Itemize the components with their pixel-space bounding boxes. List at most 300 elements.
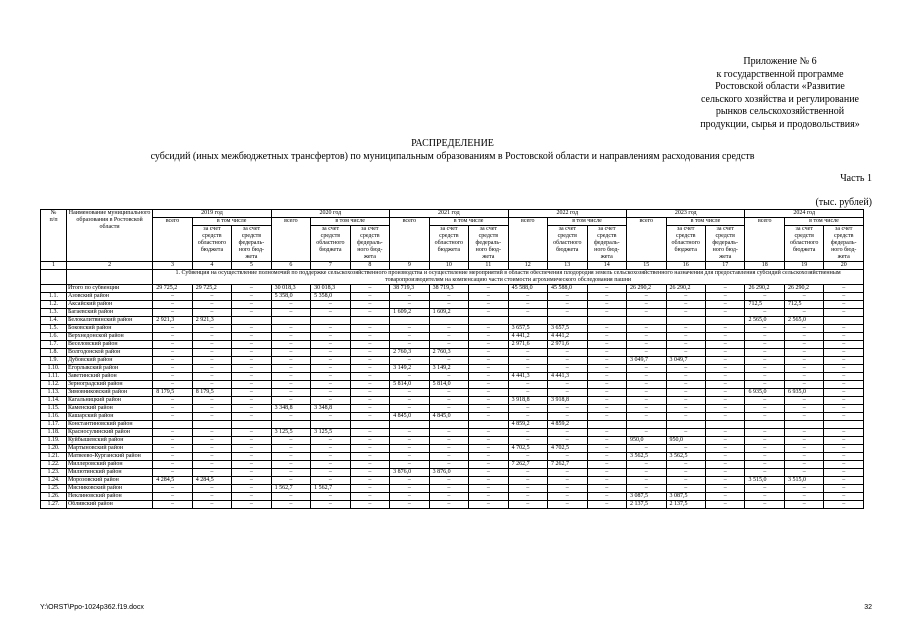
row-value: – bbox=[508, 365, 547, 373]
row-value: 8 179,5 bbox=[192, 389, 231, 397]
row-value: – bbox=[627, 469, 666, 477]
row-value: 29 725,2 bbox=[192, 285, 231, 293]
row-value: – bbox=[232, 397, 271, 405]
row-value: – bbox=[666, 365, 705, 373]
row-municipality: Азовский район bbox=[66, 293, 152, 301]
table-row bbox=[41, 293, 864, 301]
row-value: – bbox=[192, 365, 231, 373]
row-value bbox=[311, 317, 350, 325]
row-value: – bbox=[390, 357, 429, 365]
row-value: – bbox=[705, 309, 744, 317]
row-value: – bbox=[192, 461, 231, 469]
row-value: – bbox=[587, 437, 626, 445]
row-value: – bbox=[548, 493, 587, 501]
row-value: – bbox=[469, 301, 508, 309]
row-value: – bbox=[824, 389, 864, 397]
row-value: – bbox=[508, 493, 547, 501]
row-value: – bbox=[153, 301, 192, 309]
row-number: 1.14. bbox=[41, 397, 67, 405]
row-value: – bbox=[784, 413, 823, 421]
row-value: 3 049,7 bbox=[627, 357, 666, 365]
column-number: 13 bbox=[548, 262, 587, 270]
row-value: – bbox=[271, 381, 310, 389]
row-value: – bbox=[824, 437, 864, 445]
row-value: – bbox=[350, 293, 389, 301]
row-value: – bbox=[153, 365, 192, 373]
row-value: – bbox=[824, 373, 864, 381]
header-total: всего bbox=[271, 218, 310, 262]
row-value: – bbox=[508, 381, 547, 389]
row-number: 1.13. bbox=[41, 389, 67, 397]
header-num-label: п/п bbox=[49, 217, 58, 223]
row-value bbox=[469, 317, 508, 325]
row-value: – bbox=[311, 301, 350, 309]
table-row bbox=[41, 389, 864, 397]
row-value: 1 562,7 bbox=[271, 485, 310, 493]
row-value: – bbox=[587, 453, 626, 461]
row-value: – bbox=[232, 357, 271, 365]
row-value: – bbox=[271, 469, 310, 477]
row-value: – bbox=[587, 373, 626, 381]
row-value: – bbox=[745, 349, 784, 357]
column-number: 11 bbox=[469, 262, 508, 270]
row-value: 4 284,5 bbox=[153, 477, 192, 485]
row-value: – bbox=[153, 293, 192, 301]
row-value: – bbox=[705, 397, 744, 405]
row-value: – bbox=[824, 285, 864, 293]
row-number: 1.9. bbox=[41, 357, 67, 365]
row-value: – bbox=[232, 309, 271, 317]
row-value: – bbox=[469, 485, 508, 493]
row-value: – bbox=[824, 381, 864, 389]
row-value: – bbox=[350, 325, 389, 333]
row-value: – bbox=[390, 453, 429, 461]
row-value: – bbox=[705, 485, 744, 493]
row-value: – bbox=[153, 437, 192, 445]
row-value: – bbox=[784, 357, 823, 365]
appendix-line: рынков сельскохозяйственной bbox=[715, 106, 845, 117]
row-value: 1 562,7 bbox=[311, 485, 350, 493]
row-value: – bbox=[271, 373, 310, 381]
column-number: 10 bbox=[429, 262, 468, 270]
row-value: – bbox=[232, 445, 271, 453]
column-number: 8 bbox=[350, 262, 389, 270]
row-value bbox=[232, 421, 271, 429]
row-value: – bbox=[705, 437, 744, 445]
table-row bbox=[41, 421, 864, 429]
row-value: – bbox=[824, 501, 864, 509]
row-value: – bbox=[784, 461, 823, 469]
row-value: – bbox=[153, 357, 192, 365]
row-value: 5 358,0 bbox=[311, 293, 350, 301]
row-value: – bbox=[587, 405, 626, 413]
document-title bbox=[0, 137, 905, 163]
row-value bbox=[587, 317, 626, 325]
row-value: – bbox=[311, 349, 350, 357]
row-value: – bbox=[627, 381, 666, 389]
row-number: 1.25. bbox=[41, 485, 67, 493]
row-value: – bbox=[666, 373, 705, 381]
row-value: – bbox=[784, 333, 823, 341]
row-value: – bbox=[784, 397, 823, 405]
row-value: – bbox=[469, 493, 508, 501]
row-value: – bbox=[705, 349, 744, 357]
row-value: – bbox=[705, 373, 744, 381]
row-value: – bbox=[350, 429, 389, 437]
header-total: всего bbox=[390, 218, 429, 262]
row-value: – bbox=[587, 469, 626, 477]
row-value: – bbox=[824, 365, 864, 373]
row-value: – bbox=[232, 301, 271, 309]
table-row bbox=[41, 461, 864, 469]
row-value: – bbox=[350, 341, 389, 349]
row-value: – bbox=[508, 437, 547, 445]
table-row bbox=[41, 445, 864, 453]
row-value: – bbox=[705, 461, 744, 469]
row-value bbox=[705, 317, 744, 325]
row-value: – bbox=[705, 301, 744, 309]
table-row bbox=[41, 373, 864, 381]
row-value: – bbox=[548, 293, 587, 301]
row-number: 1.23. bbox=[41, 469, 67, 477]
row-value: – bbox=[469, 365, 508, 373]
row-value: – bbox=[271, 389, 310, 397]
row-value: – bbox=[666, 461, 705, 469]
row-value: – bbox=[192, 493, 231, 501]
row-value: – bbox=[745, 341, 784, 349]
row-value: – bbox=[548, 453, 587, 461]
appendix-line: продукции, сырья и продовольствия» bbox=[700, 118, 860, 130]
column-number-row bbox=[41, 262, 864, 270]
row-value bbox=[469, 421, 508, 429]
row-value: – bbox=[627, 365, 666, 373]
row-municipality: Милютинский район bbox=[66, 469, 152, 477]
row-value: – bbox=[390, 293, 429, 301]
row-value: – bbox=[311, 469, 350, 477]
row-value: – bbox=[824, 477, 864, 485]
table-row bbox=[41, 341, 864, 349]
row-value: – bbox=[153, 381, 192, 389]
header-regional: за счет средств областного бюджета bbox=[784, 226, 823, 262]
table-row bbox=[41, 301, 864, 309]
row-value: 4 284,5 bbox=[192, 477, 231, 485]
row-value: – bbox=[232, 349, 271, 357]
row-value bbox=[824, 421, 864, 429]
row-value: – bbox=[429, 373, 468, 381]
row-value: – bbox=[627, 405, 666, 413]
table-row bbox=[41, 317, 864, 325]
row-value: – bbox=[705, 405, 744, 413]
row-value: – bbox=[311, 325, 350, 333]
row-value: – bbox=[311, 445, 350, 453]
row-value: – bbox=[627, 429, 666, 437]
row-value: – bbox=[666, 485, 705, 493]
row-value: – bbox=[469, 469, 508, 477]
row-value: – bbox=[627, 301, 666, 309]
row-value: – bbox=[153, 445, 192, 453]
row-value: – bbox=[587, 397, 626, 405]
row-value: – bbox=[627, 293, 666, 301]
row-value bbox=[192, 421, 231, 429]
row-value: – bbox=[627, 397, 666, 405]
row-value: – bbox=[232, 413, 271, 421]
row-municipality: Багаевский район bbox=[66, 309, 152, 317]
row-value: – bbox=[548, 301, 587, 309]
column-number: 14 bbox=[587, 262, 626, 270]
column-number: 3 bbox=[153, 262, 192, 270]
row-value: – bbox=[705, 413, 744, 421]
row-value: – bbox=[350, 469, 389, 477]
table-row bbox=[41, 285, 864, 293]
row-value: 7 262,7 bbox=[508, 461, 547, 469]
header-total: всего bbox=[153, 218, 192, 262]
row-municipality: Волгодонской район bbox=[66, 349, 152, 357]
row-value: – bbox=[784, 349, 823, 357]
row-municipality: Верхнедонской район bbox=[66, 333, 152, 341]
row-value bbox=[271, 421, 310, 429]
section-name-cell bbox=[66, 270, 152, 285]
row-value: – bbox=[232, 341, 271, 349]
row-value: – bbox=[745, 453, 784, 461]
file-path: Y:\ORST\Ppo-1024p362.f19.docx bbox=[40, 604, 144, 611]
row-value: – bbox=[232, 485, 271, 493]
header-federal: за счет средств федераль-ного бюд-жета bbox=[469, 226, 508, 262]
row-value: – bbox=[153, 413, 192, 421]
header-year: 2024 год bbox=[745, 210, 864, 218]
row-municipality: Аксайский район bbox=[66, 301, 152, 309]
row-value: 4 441,2 bbox=[508, 333, 547, 341]
row-value: 26 290,2 bbox=[745, 285, 784, 293]
row-number: 1.10. bbox=[41, 365, 67, 373]
row-municipality: Морозовский район bbox=[66, 477, 152, 485]
row-value bbox=[271, 317, 310, 325]
row-value: – bbox=[350, 437, 389, 445]
row-value: – bbox=[705, 333, 744, 341]
row-value: – bbox=[705, 429, 744, 437]
row-municipality: Заветинский район bbox=[66, 373, 152, 381]
row-municipality: Белокалитвинский район bbox=[66, 317, 152, 325]
row-value: – bbox=[784, 429, 823, 437]
appendix-line: Ростовской области «Развитие bbox=[715, 81, 845, 92]
header-year: 2022 год bbox=[508, 210, 626, 218]
header-year: 2020 год bbox=[271, 210, 389, 218]
row-value: – bbox=[705, 389, 744, 397]
row-value: – bbox=[192, 429, 231, 437]
row-value: – bbox=[784, 453, 823, 461]
appendix-block bbox=[660, 56, 900, 131]
row-value: – bbox=[587, 285, 626, 293]
row-value bbox=[627, 421, 666, 429]
table-row bbox=[41, 469, 864, 477]
row-value: – bbox=[508, 389, 547, 397]
row-value: – bbox=[232, 285, 271, 293]
row-value: 5 814,0 bbox=[390, 381, 429, 389]
row-value: – bbox=[784, 445, 823, 453]
row-value: – bbox=[390, 373, 429, 381]
row-value: 3 876,0 bbox=[390, 469, 429, 477]
row-value: – bbox=[587, 349, 626, 357]
header-incl: в том числе bbox=[666, 218, 745, 226]
row-value: – bbox=[705, 445, 744, 453]
table-row bbox=[41, 437, 864, 445]
row-value: – bbox=[350, 381, 389, 389]
row-value: 3 657,5 bbox=[508, 325, 547, 333]
row-value: 950,0 bbox=[666, 437, 705, 445]
row-value: – bbox=[469, 349, 508, 357]
row-value: 4 859,2 bbox=[508, 421, 547, 429]
row-value: – bbox=[627, 373, 666, 381]
row-value: – bbox=[429, 293, 468, 301]
row-value: 2 921,3 bbox=[192, 317, 231, 325]
row-value: – bbox=[508, 429, 547, 437]
row-value: – bbox=[390, 341, 429, 349]
row-value: – bbox=[587, 365, 626, 373]
row-value: – bbox=[350, 357, 389, 365]
row-value: – bbox=[824, 493, 864, 501]
row-value: – bbox=[271, 413, 310, 421]
row-value: – bbox=[705, 501, 744, 509]
row-value: – bbox=[271, 357, 310, 365]
row-value bbox=[429, 421, 468, 429]
row-value: – bbox=[192, 437, 231, 445]
header-total: всего bbox=[627, 218, 666, 262]
table-row bbox=[41, 453, 864, 461]
row-value: – bbox=[705, 493, 744, 501]
row-value: – bbox=[271, 453, 310, 461]
row-value: – bbox=[192, 397, 231, 405]
row-value: – bbox=[429, 325, 468, 333]
row-value: – bbox=[784, 485, 823, 493]
row-value: – bbox=[429, 301, 468, 309]
row-value: – bbox=[153, 501, 192, 509]
row-value: 2 137,5 bbox=[627, 501, 666, 509]
row-number: 1.20. bbox=[41, 445, 67, 453]
table-row bbox=[41, 493, 864, 501]
row-value: – bbox=[232, 373, 271, 381]
row-value: – bbox=[350, 309, 389, 317]
row-value: – bbox=[784, 365, 823, 373]
row-value: – bbox=[784, 309, 823, 317]
row-value: – bbox=[390, 325, 429, 333]
column-number: 6 bbox=[271, 262, 310, 270]
row-value: – bbox=[192, 309, 231, 317]
row-value: – bbox=[548, 501, 587, 509]
row-value: – bbox=[824, 461, 864, 469]
row-value: – bbox=[548, 477, 587, 485]
row-value: – bbox=[311, 461, 350, 469]
row-value: – bbox=[587, 341, 626, 349]
row-value: – bbox=[469, 437, 508, 445]
row-value: 4 859,2 bbox=[548, 421, 587, 429]
row-value: – bbox=[429, 501, 468, 509]
row-value: – bbox=[271, 477, 310, 485]
row-value: – bbox=[232, 477, 271, 485]
table-row bbox=[41, 501, 864, 509]
row-value: – bbox=[469, 381, 508, 389]
row-value: – bbox=[587, 325, 626, 333]
units-label: (тыс. рублей) bbox=[815, 197, 872, 208]
row-value: – bbox=[192, 485, 231, 493]
row-value: – bbox=[192, 301, 231, 309]
row-value: – bbox=[469, 397, 508, 405]
row-value: – bbox=[705, 325, 744, 333]
row-value: 4 845,0 bbox=[429, 413, 468, 421]
row-value: – bbox=[824, 293, 864, 301]
row-value bbox=[627, 317, 666, 325]
row-value: – bbox=[311, 357, 350, 365]
row-number: 1.18. bbox=[41, 429, 67, 437]
row-value: – bbox=[666, 477, 705, 485]
row-number: 1.24. bbox=[41, 477, 67, 485]
appendix-line: сельского хозяйства и регулирование bbox=[700, 93, 859, 105]
row-value: – bbox=[824, 309, 864, 317]
row-value: – bbox=[587, 293, 626, 301]
row-value: 4 441,3 bbox=[508, 373, 547, 381]
row-value: – bbox=[469, 413, 508, 421]
row-value: 45 588,0 bbox=[508, 285, 547, 293]
table-row bbox=[41, 357, 864, 365]
row-value: 1 609,2 bbox=[390, 309, 429, 317]
row-value: – bbox=[508, 357, 547, 365]
row-value: – bbox=[745, 325, 784, 333]
row-value: – bbox=[429, 333, 468, 341]
row-value: – bbox=[824, 429, 864, 437]
row-municipality: Обливский район bbox=[66, 501, 152, 509]
table-row bbox=[41, 333, 864, 341]
row-number: 1.3. bbox=[41, 309, 67, 317]
table-row bbox=[41, 325, 864, 333]
row-value: – bbox=[666, 325, 705, 333]
row-value: – bbox=[587, 413, 626, 421]
row-municipality: Куйбышевский район bbox=[66, 437, 152, 445]
row-value: – bbox=[745, 445, 784, 453]
row-value: – bbox=[745, 413, 784, 421]
row-value: – bbox=[666, 413, 705, 421]
row-number: 1.15. bbox=[41, 405, 67, 413]
row-value: 3 876,0 bbox=[429, 469, 468, 477]
row-value: – bbox=[192, 453, 231, 461]
header-federal: за счет средств федераль-ного бюд-жета bbox=[824, 226, 864, 262]
column-number: 4 bbox=[192, 262, 231, 270]
header-regional: за счет средств областного бюджета bbox=[311, 226, 350, 262]
table-row bbox=[41, 405, 864, 413]
row-value: – bbox=[548, 405, 587, 413]
column-number: 15 bbox=[627, 262, 666, 270]
row-municipality: Зерноградский район bbox=[66, 381, 152, 389]
row-value: – bbox=[824, 405, 864, 413]
row-value: – bbox=[390, 389, 429, 397]
row-value: – bbox=[745, 437, 784, 445]
row-value: – bbox=[153, 397, 192, 405]
row-value: – bbox=[548, 469, 587, 477]
row-value: – bbox=[705, 285, 744, 293]
header-federal: за счет средств федераль-ного бюд-жета bbox=[232, 226, 271, 262]
header-total: всего bbox=[508, 218, 547, 262]
row-value: 38 719,3 bbox=[429, 285, 468, 293]
table-row bbox=[41, 397, 864, 405]
row-value: – bbox=[469, 389, 508, 397]
row-value: – bbox=[666, 293, 705, 301]
row-number: 1.16. bbox=[41, 413, 67, 421]
row-value: – bbox=[824, 325, 864, 333]
row-value: – bbox=[350, 413, 389, 421]
row-value: – bbox=[705, 477, 744, 485]
row-value: – bbox=[311, 333, 350, 341]
row-value bbox=[429, 317, 468, 325]
row-value: 30 018,3 bbox=[271, 285, 310, 293]
row-value: – bbox=[232, 437, 271, 445]
row-value: – bbox=[390, 437, 429, 445]
